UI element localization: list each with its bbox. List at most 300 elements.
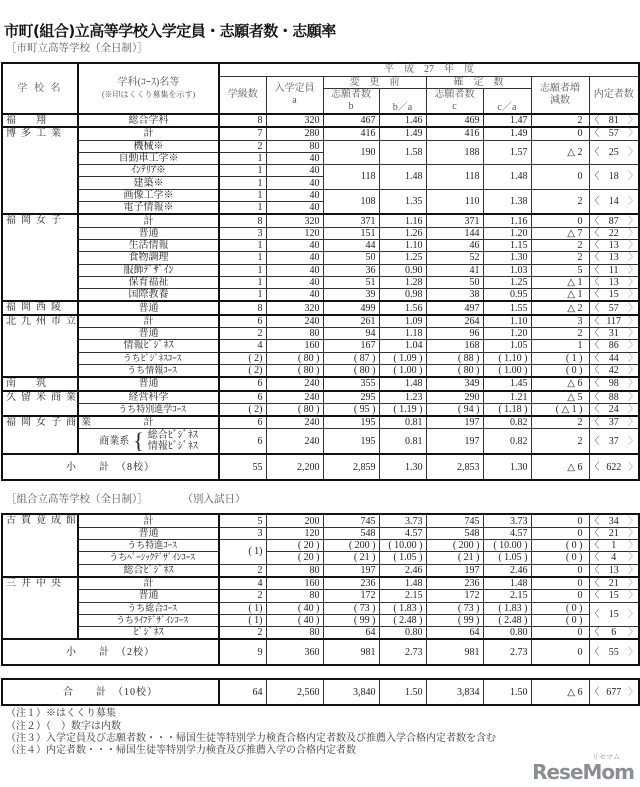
ratio-confirmed-cell: 1.38 bbox=[483, 189, 531, 214]
ratio-confirmed-cell: ( 10.00 ) bbox=[483, 540, 531, 552]
applicants-before-cell: 295 bbox=[323, 391, 379, 404]
applicant-diff-cell: △ 2 bbox=[531, 301, 589, 314]
ratio-confirmed-cell: 1.48 bbox=[483, 577, 531, 590]
naitei-cell: 〈 13 〉 bbox=[589, 564, 639, 577]
ratio-confirmed-cell: 0.80 bbox=[483, 627, 531, 640]
classes-cell: 6 bbox=[219, 377, 266, 390]
naitei-cell: 〈 117 〉 bbox=[589, 315, 639, 328]
naitei-cell: 〈 81 〉 bbox=[589, 114, 639, 127]
naitei-cell: 〈 13 〉 bbox=[589, 239, 639, 251]
applicants-before-cell: 39 bbox=[323, 289, 379, 302]
subject-name: 普通 bbox=[78, 527, 219, 539]
table-row bbox=[2, 614, 639, 626]
naitei-cell: 〈 24 〉 bbox=[589, 403, 639, 416]
applicants-confirmed-cell: 497 bbox=[426, 301, 483, 314]
header-school-name: 学 校 名 bbox=[2, 63, 78, 114]
applicants-before-cell: ( 99 ) bbox=[323, 614, 379, 626]
applicant-diff-cell: △ 5 bbox=[531, 391, 589, 404]
subject-item: 情報ﾋﾞｼﾞﾈｽ bbox=[147, 441, 198, 453]
applicants-before-cell: 172 bbox=[323, 590, 379, 602]
table-row bbox=[2, 577, 639, 590]
applicant-diff-cell: △ 6 bbox=[531, 377, 589, 390]
capacity-cell: 80 bbox=[266, 564, 323, 577]
classes-cell: 64 bbox=[219, 679, 266, 705]
table-row bbox=[2, 227, 639, 239]
naitei-cell: 〈 31 〉 bbox=[589, 328, 639, 340]
table-row bbox=[2, 564, 639, 577]
header-confirmed: 確 定 数 bbox=[426, 76, 531, 89]
applicant-diff-cell: △ 7 bbox=[531, 227, 589, 239]
capacity-cell: 320 bbox=[266, 114, 323, 127]
applicants-confirmed-cell: ( 88 ) bbox=[426, 352, 483, 364]
applicant-diff-cell: 0 bbox=[531, 590, 589, 602]
classes-cell: 1 bbox=[219, 289, 266, 302]
section-heading-union bbox=[6, 493, 639, 507]
capacity-cell: 40 bbox=[266, 264, 323, 276]
capacity-cell: 40 bbox=[266, 202, 323, 215]
ratio-before-cell: 4.57 bbox=[379, 527, 426, 539]
applicants-confirmed-cell: 96 bbox=[426, 328, 483, 340]
applicants-confirmed-cell: 2,853 bbox=[426, 454, 483, 480]
subject-name: うちﾍﾞｰｼｯｸﾃﾞｻﾞｲﾝｺｰｽ bbox=[78, 552, 219, 564]
applicant-diff-cell: 0 bbox=[531, 627, 589, 640]
classes-cell: ( 2) bbox=[219, 364, 266, 377]
ratio-confirmed-cell: 1.10 bbox=[483, 315, 531, 328]
capacity-cell: 2,560 bbox=[266, 679, 323, 705]
subject-name: 普通 bbox=[78, 227, 219, 239]
classes-cell: 1 bbox=[219, 202, 266, 215]
capacity-cell: 80 bbox=[266, 140, 323, 152]
school-name: 北九州市立 bbox=[2, 315, 78, 377]
ratio-before-cell: 2.46 bbox=[379, 564, 426, 577]
capacity-cell: 360 bbox=[266, 639, 323, 665]
applicants-confirmed-cell: 172 bbox=[426, 590, 483, 602]
applicants-before-cell: 416 bbox=[323, 127, 379, 140]
applicants-confirmed-cell: 469 bbox=[426, 114, 483, 127]
ratio-confirmed-cell: ( 1.10 ) bbox=[483, 352, 531, 364]
table-row bbox=[2, 391, 639, 404]
header-naitei: 内定者数 bbox=[589, 76, 639, 114]
applicants-before-cell: 195 bbox=[323, 429, 379, 455]
capacity-cell: ( 40 ) bbox=[266, 614, 323, 626]
applicant-diff-cell: 2 bbox=[531, 252, 589, 264]
resemom-logo-sub: リセマム bbox=[592, 753, 620, 761]
subtotal-row bbox=[2, 454, 639, 480]
applicants-before-cell: ( 200 ) bbox=[323, 540, 379, 552]
subject-name: うち情報ｺｰｽ bbox=[78, 364, 219, 377]
classes-cell: ( 1) bbox=[219, 614, 266, 626]
footnote-4: （注４）内定者数・・・帰国生徒等特別学力検査及び推薦入学の合格内定者数 bbox=[6, 745, 356, 757]
classes-cell: 8 bbox=[219, 301, 266, 314]
header-year: 平 成 27 年 度 bbox=[219, 63, 639, 76]
brace-icon: { bbox=[133, 428, 144, 454]
classes-cell: 8 bbox=[219, 214, 266, 227]
subject-group bbox=[99, 430, 198, 452]
ratio-before-cell: 1.16 bbox=[379, 214, 426, 227]
applicants-confirmed-cell: 64 bbox=[426, 627, 483, 640]
header-capacity-symbol: a bbox=[292, 94, 297, 106]
table-row bbox=[2, 416, 639, 429]
applicants-before-cell: 94 bbox=[323, 328, 379, 340]
ratio-before-cell: 1.23 bbox=[379, 391, 426, 404]
naitei-cell: 〈 11 〉 bbox=[589, 264, 639, 276]
header-subject-label: 学科(ｺｰｽ)名等 bbox=[117, 76, 180, 88]
classes-cell: 1 bbox=[219, 239, 266, 251]
subject-group-label: 商業系 bbox=[99, 435, 130, 447]
table-row bbox=[2, 276, 639, 288]
header-before-change: 変 更 前 bbox=[323, 76, 426, 89]
ratio-before-cell: 1.25 bbox=[379, 252, 426, 264]
resemom-logo-text: ReseMom bbox=[532, 760, 634, 784]
naitei-cell: 〈 21 〉 bbox=[589, 527, 639, 539]
capacity-cell: 240 bbox=[266, 416, 323, 429]
naitei-cell: 〈 98 〉 bbox=[589, 377, 639, 390]
subject-name: 食物調理 bbox=[78, 252, 219, 264]
applicant-diff-cell: ( 0 ) bbox=[531, 552, 589, 564]
applicants-confirmed-cell: 197 bbox=[426, 416, 483, 429]
capacity-cell: 80 bbox=[266, 328, 323, 340]
ratio-confirmed-cell: 1.45 bbox=[483, 377, 531, 390]
classes-cell: 6 bbox=[219, 416, 266, 429]
ratio-before-cell: 2.73 bbox=[379, 639, 426, 665]
naitei-cell: 〈 6 〉 bbox=[589, 627, 639, 640]
capacity-cell: 40 bbox=[266, 239, 323, 251]
applicants-before-cell: 261 bbox=[323, 315, 379, 328]
naitei-cell: 〈 25 〉 bbox=[589, 140, 639, 165]
classes-cell: 2 bbox=[219, 328, 266, 340]
capacity-cell: 200 bbox=[266, 514, 323, 527]
ratio-confirmed-cell: 1.49 bbox=[483, 127, 531, 140]
classes-cell: 1 bbox=[219, 264, 266, 276]
subtotal-row bbox=[2, 639, 639, 665]
classes-cell: 2 bbox=[219, 627, 266, 640]
classes-cell: ( 1) bbox=[219, 540, 266, 565]
naitei-cell: 〈 15 〉 bbox=[589, 590, 639, 602]
capacity-cell: 280 bbox=[266, 127, 323, 140]
classes-cell: 5 bbox=[219, 514, 266, 527]
ratio-confirmed-cell: 4.57 bbox=[483, 527, 531, 539]
classes-cell: 3 bbox=[219, 227, 266, 239]
applicants-before-cell: 371 bbox=[323, 214, 379, 227]
table-row bbox=[2, 140, 639, 152]
ratio-confirmed-cell: 1.55 bbox=[483, 301, 531, 314]
table-row bbox=[2, 527, 639, 539]
union-schools-table bbox=[1, 513, 640, 666]
ratio-confirmed-cell: 1.25 bbox=[483, 276, 531, 288]
table-row bbox=[2, 301, 639, 314]
ratio-confirmed-cell: 1.05 bbox=[483, 340, 531, 352]
applicant-diff-cell: 2 bbox=[531, 429, 589, 455]
applicants-before-cell: 167 bbox=[323, 340, 379, 352]
capacity-cell: 40 bbox=[266, 152, 323, 164]
ratio-before-cell: 0.98 bbox=[379, 289, 426, 302]
capacity-cell: 160 bbox=[266, 577, 323, 590]
applicants-before-cell: 44 bbox=[323, 239, 379, 251]
classes-cell: 2 bbox=[219, 564, 266, 577]
header-capacity bbox=[266, 76, 323, 114]
capacity-cell: ( 20 ) bbox=[266, 540, 323, 552]
table-row bbox=[2, 514, 639, 527]
applicant-diff-cell: △ 6 bbox=[531, 454, 589, 480]
ratio-before-cell: ( 1.19 ) bbox=[379, 403, 426, 416]
ratio-before-cell: 1.48 bbox=[379, 377, 426, 390]
applicant-diff-cell: ( 0 ) bbox=[531, 540, 589, 552]
applicants-confirmed-cell: 236 bbox=[426, 577, 483, 590]
page-content bbox=[0, 22, 640, 758]
applicants-before-cell: 36 bbox=[323, 264, 379, 276]
applicants-before-cell: 3,840 bbox=[323, 679, 379, 705]
header-applicants-b bbox=[323, 89, 379, 115]
naitei-cell: 〈 21 〉 bbox=[589, 577, 639, 590]
ratio-confirmed-cell: 1.20 bbox=[483, 227, 531, 239]
applicants-before-cell: 2,859 bbox=[323, 454, 379, 480]
subject-name: うち特別進学ｺｰｽ bbox=[78, 403, 219, 416]
applicants-confirmed-cell: 50 bbox=[426, 276, 483, 288]
classes-cell: ( 2) bbox=[219, 352, 266, 364]
applicants-confirmed-cell: 371 bbox=[426, 214, 483, 227]
classes-cell: 55 bbox=[219, 454, 266, 480]
classes-cell: 7 bbox=[219, 127, 266, 140]
applicants-confirmed-cell: 197 bbox=[426, 429, 483, 455]
subject-name: 電子情報※ bbox=[78, 202, 219, 215]
classes-cell: 2 bbox=[219, 140, 266, 152]
applicant-diff-cell: 2 bbox=[531, 114, 589, 127]
applicants-before-cell: 355 bbox=[323, 377, 379, 390]
ratio-confirmed-cell: 2.46 bbox=[483, 564, 531, 577]
subject-name: 総合学科 bbox=[78, 114, 219, 127]
applicants-confirmed-cell: 168 bbox=[426, 340, 483, 352]
applicants-confirmed-cell: 118 bbox=[426, 165, 483, 190]
classes-cell: 1 bbox=[219, 177, 266, 189]
applicant-diff-cell: ( 1 ) bbox=[531, 352, 589, 364]
applicants-before-cell: 64 bbox=[323, 627, 379, 640]
ratio-before-cell: 1.48 bbox=[379, 165, 426, 190]
applicants-confirmed-cell: 110 bbox=[426, 189, 483, 214]
municipal-schools-table bbox=[1, 62, 640, 481]
ratio-before-cell: ( 1.09 ) bbox=[379, 352, 426, 364]
ratio-confirmed-cell: 1.30 bbox=[483, 252, 531, 264]
naitei-cell: 〈 57 〉 bbox=[589, 127, 639, 140]
table-row bbox=[2, 429, 639, 455]
ratio-before-cell: 1.49 bbox=[379, 127, 426, 140]
table-row bbox=[2, 627, 639, 640]
naitei-cell: 〈 37 〉 bbox=[589, 416, 639, 429]
ratio-before-cell: 1.10 bbox=[379, 239, 426, 251]
school-name: 古賀竟成館 bbox=[2, 514, 78, 576]
subject-name: 普通 bbox=[78, 377, 219, 390]
classes-cell: 1 bbox=[219, 189, 266, 201]
subject-name: うち総合ｺｰｽ bbox=[78, 602, 219, 614]
subject-name: 生活情報 bbox=[78, 239, 219, 251]
ratio-confirmed-cell: 2.15 bbox=[483, 590, 531, 602]
ratio-confirmed-cell: 2.73 bbox=[483, 639, 531, 665]
subtotal-label: 合 計 （10校） bbox=[2, 679, 219, 705]
applicants-before-cell: 745 bbox=[323, 514, 379, 527]
classes-cell: 3 bbox=[219, 527, 266, 539]
ratio-confirmed-cell: ( 1.05 ) bbox=[483, 552, 531, 564]
ratio-confirmed-cell: 1.47 bbox=[483, 114, 531, 127]
header-b-symbol: b bbox=[348, 101, 354, 112]
applicants-confirmed-cell: 264 bbox=[426, 315, 483, 328]
school-name: 三井中央 bbox=[2, 577, 78, 639]
ratio-confirmed-cell: 1.20 bbox=[483, 328, 531, 340]
footnote-2: （注２）（ ）数字は内数 bbox=[6, 720, 121, 732]
school-name: 福岡女子商業 bbox=[2, 416, 78, 454]
resemom-logo bbox=[532, 753, 634, 783]
table-row bbox=[2, 328, 639, 340]
table-row bbox=[2, 315, 639, 328]
subject-name: 自動車工学※ bbox=[78, 152, 219, 164]
section-heading-municipal: ［市町立高等学校（全日制）］ bbox=[6, 43, 148, 54]
naitei-cell: 〈 1 〉 bbox=[589, 540, 639, 552]
subject-name: ﾋﾞｼﾞﾈｽ bbox=[78, 627, 219, 640]
footnotes bbox=[6, 708, 639, 757]
footnote-1: （注１）※はくくり募集 bbox=[6, 708, 116, 720]
applicant-diff-cell: 0 bbox=[531, 564, 589, 577]
capacity-cell: 320 bbox=[266, 301, 323, 314]
classes-cell: 1 bbox=[219, 252, 266, 264]
ratio-before-cell: 0.81 bbox=[379, 416, 426, 429]
ratio-confirmed-cell: 1.30 bbox=[483, 454, 531, 480]
naitei-cell: 〈 87 〉 bbox=[589, 214, 639, 227]
classes-cell: 6 bbox=[219, 315, 266, 328]
school-name: 福岡女子 bbox=[2, 214, 78, 301]
capacity-cell: 40 bbox=[266, 252, 323, 264]
applicant-diff-cell: 0 bbox=[531, 214, 589, 227]
classes-cell: 6 bbox=[219, 391, 266, 404]
table-row bbox=[2, 552, 639, 564]
applicants-before-cell: 548 bbox=[323, 527, 379, 539]
applicants-confirmed-cell: 197 bbox=[426, 564, 483, 577]
applicants-before-cell: 50 bbox=[323, 252, 379, 264]
subject-item: 総合ﾋﾞｼﾞﾈｽ bbox=[147, 430, 198, 442]
applicants-confirmed-cell: ( 73 ) bbox=[426, 602, 483, 614]
table-row bbox=[2, 289, 639, 302]
classes-cell: ( 1) bbox=[219, 602, 266, 614]
applicant-diff-cell: 0 bbox=[531, 577, 589, 590]
applicant-diff-cell: 2 bbox=[531, 416, 589, 429]
applicants-confirmed-cell: ( 94 ) bbox=[426, 403, 483, 416]
applicants-confirmed-cell: ( 21 ) bbox=[426, 552, 483, 564]
table-row bbox=[2, 189, 639, 201]
subject-name: 建築※ bbox=[78, 177, 219, 189]
applicant-diff-cell: 2 bbox=[531, 328, 589, 340]
capacity-cell: 80 bbox=[266, 627, 323, 640]
subject-name: ｲﾝﾃﾘｱ※ bbox=[78, 165, 219, 177]
capacity-cell: 80 bbox=[266, 590, 323, 602]
applicant-diff-cell: 0 bbox=[531, 165, 589, 190]
applicant-diff-cell: △ 6 bbox=[531, 679, 589, 705]
subject-name: 国際教養 bbox=[78, 289, 219, 302]
header-subject-note: (※印はくくり募集を示す) bbox=[101, 89, 196, 99]
subject-name: 普通 bbox=[78, 328, 219, 340]
subject-name: 計 bbox=[78, 214, 219, 227]
capacity-cell: ( 80 ) bbox=[266, 403, 323, 416]
header-classes: 学級数 bbox=[219, 76, 266, 114]
applicant-diff-cell: 0 bbox=[531, 127, 589, 140]
applicants-confirmed-cell: ( 99 ) bbox=[426, 614, 483, 626]
header-applicants-c-label: 志願者数 bbox=[434, 89, 475, 100]
applicant-diff-cell: 3 bbox=[531, 315, 589, 328]
capacity-cell: 120 bbox=[266, 527, 323, 539]
ratio-confirmed-cell: ( 1.00 ) bbox=[483, 364, 531, 377]
ratio-confirmed-cell: 0.82 bbox=[483, 429, 531, 455]
header-applicants-c bbox=[426, 89, 483, 115]
table-row bbox=[2, 264, 639, 276]
naitei-cell: 〈 34 〉 bbox=[589, 514, 639, 527]
capacity-cell: 320 bbox=[266, 214, 323, 227]
ratio-before-cell: 1.46 bbox=[379, 114, 426, 127]
applicants-before-cell: 118 bbox=[323, 165, 379, 190]
subject-name: 計 bbox=[78, 514, 219, 527]
applicants-confirmed-cell: 349 bbox=[426, 377, 483, 390]
ratio-before-cell: 3.73 bbox=[379, 514, 426, 527]
ratio-before-cell: 1.09 bbox=[379, 315, 426, 328]
capacity-cell: 40 bbox=[266, 276, 323, 288]
applicants-confirmed-cell: ( 80 ) bbox=[426, 364, 483, 377]
ratio-confirmed-cell: ( 1.18 ) bbox=[483, 403, 531, 416]
classes-cell: 2 bbox=[219, 590, 266, 602]
applicants-confirmed-cell: 745 bbox=[426, 514, 483, 527]
naitei-cell: 〈 15 〉 bbox=[589, 602, 639, 627]
subject-name: 計 bbox=[78, 315, 219, 328]
subject-name: うちﾗｲﾌﾃﾞｻﾞｲﾝｺｰｽ bbox=[78, 614, 219, 626]
applicants-confirmed-cell: 290 bbox=[426, 391, 483, 404]
ratio-before-cell: 1.28 bbox=[379, 276, 426, 288]
naitei-cell: 〈 13 〉 bbox=[589, 276, 639, 288]
applicant-diff-cell: 0 bbox=[531, 514, 589, 527]
applicants-confirmed-cell: 188 bbox=[426, 140, 483, 165]
applicants-confirmed-cell: 3,834 bbox=[426, 679, 483, 705]
table-row bbox=[2, 165, 639, 177]
subject-group-items bbox=[148, 430, 198, 452]
ratio-confirmed-cell: 1.50 bbox=[483, 679, 531, 705]
school-name: 博多工業 bbox=[2, 127, 78, 214]
capacity-cell: ( 80 ) bbox=[266, 364, 323, 377]
naitei-cell: 〈 15 〉 bbox=[589, 289, 639, 302]
ratio-before-cell: 0.80 bbox=[379, 627, 426, 640]
applicants-before-cell: 467 bbox=[323, 114, 379, 127]
naitei-cell: 〈 88 〉 bbox=[589, 391, 639, 404]
ratio-confirmed-cell: 1.57 bbox=[483, 140, 531, 165]
capacity-cell: 160 bbox=[266, 340, 323, 352]
capacity-cell: 40 bbox=[266, 189, 323, 201]
grand-total-table bbox=[1, 678, 640, 706]
classes-cell: ( 2) bbox=[219, 403, 266, 416]
applicants-before-cell: 108 bbox=[323, 189, 379, 214]
subject-name: 計 bbox=[78, 416, 219, 429]
ratio-before-cell: ( 1.05 ) bbox=[379, 552, 426, 564]
table-row bbox=[2, 602, 639, 614]
applicants-before-cell: ( 73 ) bbox=[323, 602, 379, 614]
applicants-before-cell: 190 bbox=[323, 140, 379, 165]
naitei-cell: 〈 622 〉 bbox=[589, 454, 639, 480]
applicants-confirmed-cell: 52 bbox=[426, 252, 483, 264]
ratio-before-cell: 1.56 bbox=[379, 301, 426, 314]
capacity-cell: 40 bbox=[266, 289, 323, 302]
subject-name: 機械※ bbox=[78, 140, 219, 152]
capacity-cell: 120 bbox=[266, 227, 323, 239]
page-title: 市町(組合)立高等学校入学定員・志願者数・志願率 bbox=[4, 22, 336, 40]
table-row bbox=[2, 239, 639, 251]
ratio-confirmed-cell: 3.73 bbox=[483, 514, 531, 527]
classes-cell: 1 bbox=[219, 152, 266, 164]
header-applicants-b-label: 志願者数 bbox=[331, 89, 371, 100]
ratio-before-cell: 1.48 bbox=[379, 577, 426, 590]
subject-name: 経営科学 bbox=[78, 391, 219, 404]
applicants-confirmed-cell: ( 200 ) bbox=[426, 540, 483, 552]
school-name: 福 翔 bbox=[2, 114, 78, 127]
